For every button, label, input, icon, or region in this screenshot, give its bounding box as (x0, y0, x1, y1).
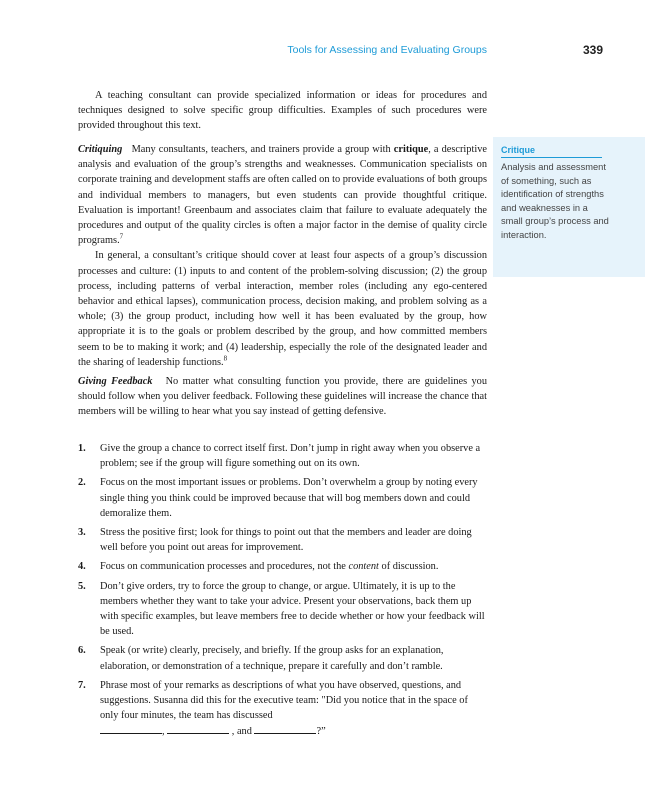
glossary-term: Critique (501, 145, 602, 158)
glossary-definition: Analysis and assessment of something, such as identification of strengths and weaknesses in a small group’s process and interaction. (501, 162, 609, 240)
list-item (78, 579, 487, 640)
list-item-text: Give the group a chance to correct itself first. Don’t jump in right away when you observe a problem; see if the group will figure something out on its own. (100, 443, 481, 470)
critiquing-paragraph-1 (78, 142, 487, 248)
list-item-text: Phrase most of your remarks as descriptions of what you have observed, questions, and suggestions. Susanna did this for the executive team: "Did you notice that in the space of only four minutes, the team has discussed (100, 679, 468, 722)
list-item-text: Focus on communication processes and procedures, not the (100, 561, 349, 573)
critique-key-term: critique (393, 144, 429, 155)
feedback-paragraph (78, 374, 487, 420)
intro-section (78, 88, 487, 134)
list-item (78, 441, 487, 471)
endnote-7: 7 (119, 232, 124, 241)
list-number: 7. (78, 679, 86, 691)
critiquing-paragraph-2 (78, 248, 487, 370)
critiquing-section (78, 142, 487, 370)
intro-paragraph: A teaching consultant can provide specialized information or ideas for procedures and techniques designed to solve specific group difficulties. Examples of such procedures were provided throughout this text. (78, 90, 487, 132)
fill-in-blank (254, 723, 316, 734)
fill-in-blank (100, 723, 162, 734)
list-item (78, 475, 487, 521)
critiquing-p2-text: In general, a consultant’s critique should cover at least four aspects of a group’s discussion processes and culture: (1) inputs to and content of the problem-solving discussion; (2) the group process, including patterns of verbal interaction, member roles (including any ego-centered behavior and ethical lapses), communication process, decision making, and problem solving as a whole; (3) the group product, including how well it has been evaluated by the group, how appropriate it is to the goals or problem described by the group, and how committed members seem to be to making it work; and (4) leadership, especially the role of the designated leader and the sharing of leadership functions. (78, 250, 487, 368)
endnote-8: 8 (223, 354, 228, 363)
list-number: 6. (78, 645, 86, 657)
blank-separator: , (162, 726, 165, 738)
feedback-text: No matter what consulting function you provide, there are guidelines you should follow when you deliver feedback. Following these guidelines will increase the chance that members will be willing to hear what you say instead of getting defensive. (78, 376, 487, 418)
list-number: 1. (78, 443, 86, 454)
list-item (78, 643, 487, 673)
emphasis-content: content (348, 561, 379, 573)
list-item (78, 559, 487, 574)
list-item (78, 678, 487, 740)
feedback-heading: Giving Feedback (78, 376, 153, 387)
list-number: 3. (78, 527, 86, 539)
critiquing-heading: Critiquing (78, 144, 123, 155)
fill-in-blank (167, 723, 229, 734)
quote-end: ?” (316, 726, 326, 738)
list-number: 5. (78, 580, 86, 592)
feedback-section (78, 374, 487, 420)
feedback-guidelines-list (78, 441, 487, 744)
list-item-text: Stress the positive first; look for things to point out that the members and leader are doing well before you point out areas for improvement. (100, 527, 472, 554)
page-number: 339 (582, 43, 603, 57)
running-header-title: Tools for Assessing and Evaluating Groups (287, 44, 487, 56)
list-item-text: Don’t give orders, try to force the group to change, or argue. Ultimately, it is up to the members whether they want to take your advice. Present your observations, back them up with specific examples, but leave members free to decide whether or how your feedback will be used. (100, 580, 485, 638)
list-number: 4. (78, 561, 86, 573)
list-item-text: Focus on the most important issues or problems. Don’t overwhelm a group by noting every single thing you think could be improved because that will bog members down and could demoralize them. (100, 477, 478, 519)
blank-separator: , and (231, 726, 252, 738)
list-item-text-end: of discussion. (378, 561, 439, 573)
critiquing-text-a: Many consultants, teachers, and trainers provide a group with (131, 144, 394, 155)
list-number: 2. (78, 477, 86, 489)
critiquing-text-b: , a descriptive analysis and evaluation of the group’s strengths and weaknesses. Communication specialists on corporate training and development staffs are often called on to provide evaluations of both groups and individual members to managers, but even students can provide thoughtful critique. Evaluation is important! Greenbaum and associates claim that failure to evaluate adequately the procedures and output of the quality circles is often a major factor in the demise of quality circle programs. (78, 144, 487, 247)
list-item-text: Speak (or write) clearly, precisely, and briefly. If the group asks for an explanation, elaboration, or demonstration of a technique, prepare it carefully and don’t ramble. (100, 645, 444, 672)
list-item (78, 525, 487, 555)
